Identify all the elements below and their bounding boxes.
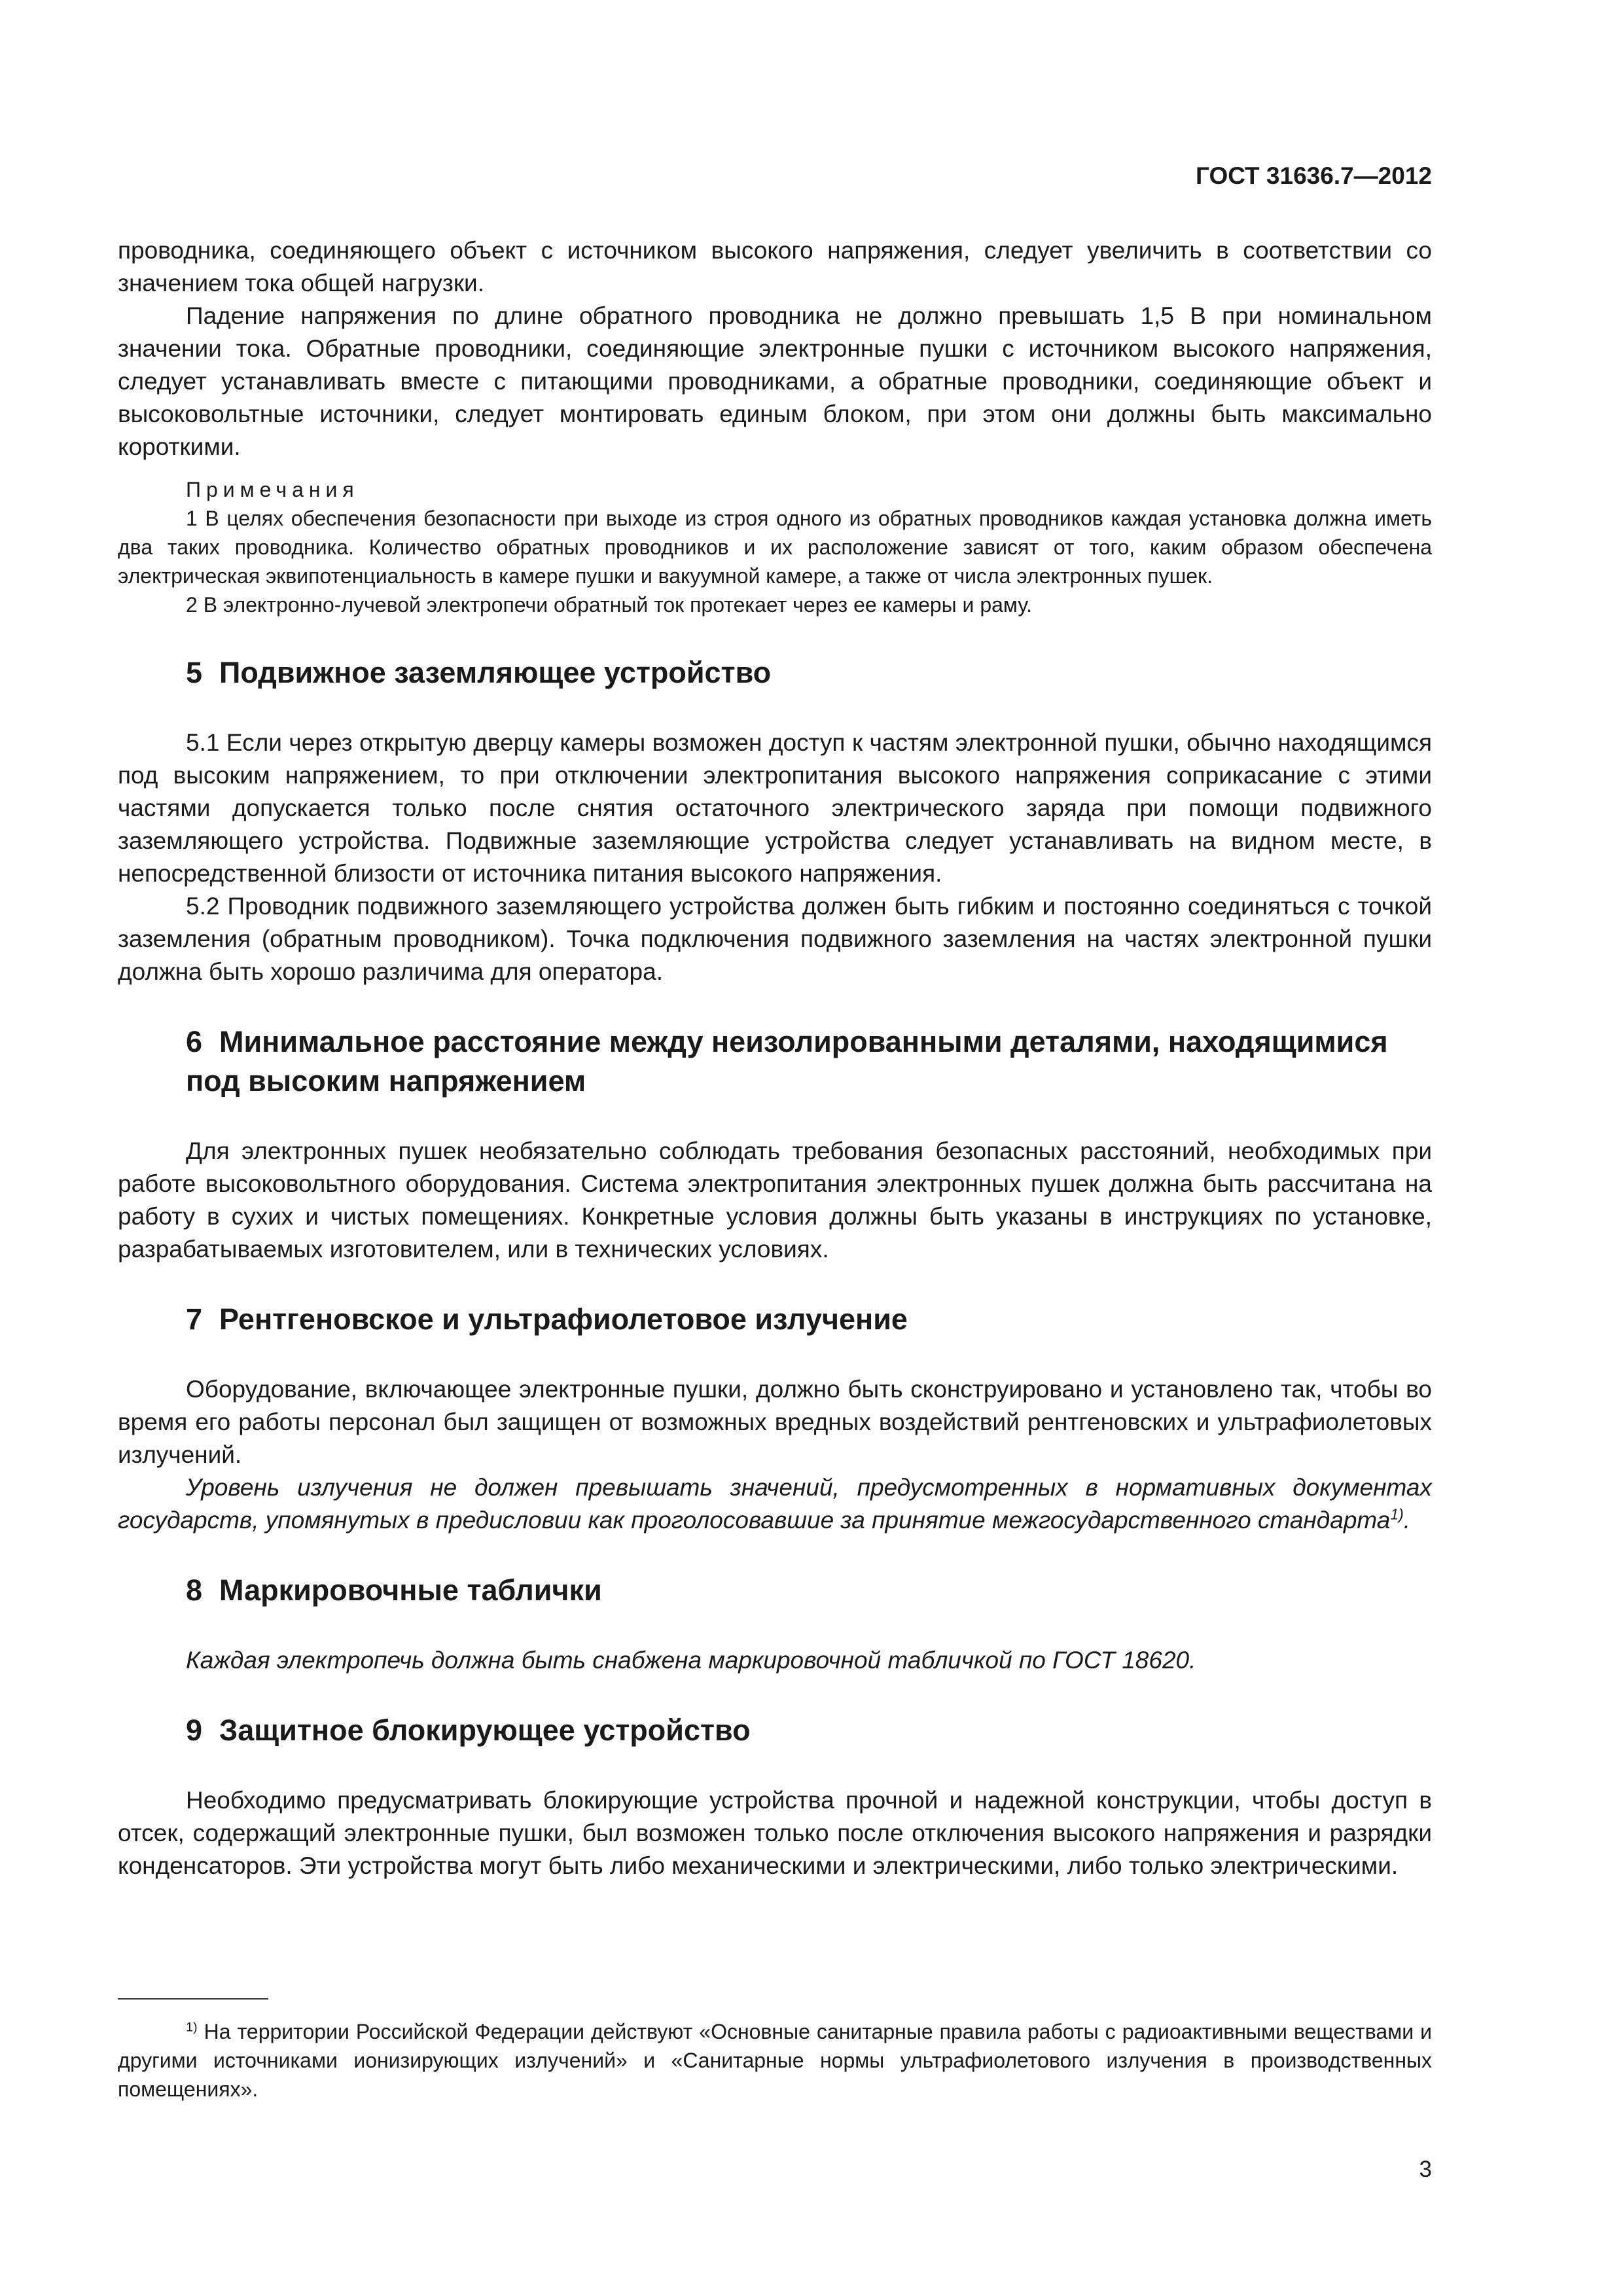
footnote-text: На территории Российской Федерации действуют «Основные санитарные правила работы с радиоактивными веществами и другими источниками ионизирующих излучений» и «Санитарные нормы ультрафиолетового излучения в производственных помещениях». [118, 2020, 1432, 2101]
section-6-paragraph-1: Для электронных пушек необязательно соблюдать требования безопасных расстояний, необходимых при работе высоковольтного оборудования. Система электропитания электронных пушек должна быть рассчитана на работу в сухих и чистых помещениях. Конкретные условия должны быть указаны в инструкциях по установке, разрабатываемых изготовителем, или в технических условиях. [118, 1138, 1432, 1263]
section-7-title: Рентгеновское и ультрафиолетовое излучение [219, 1302, 908, 1336]
section-9-paragraph-1: Необходимо предусматривать блокирующие устройства прочной и надежной конструкции, чтобы доступ в отсек, содержащий электронные пушки, был возможен только после отключения высокого напряжения и разрядки конденсаторов. Эти устройства могут быть либо механическими и электрическими, либо только электрическими. [118, 1787, 1432, 1879]
footnote-mark: 1) [186, 2020, 198, 2035]
footnote-reference: 1) [1390, 1505, 1404, 1523]
section-8-heading [118, 1571, 1432, 1610]
section-5-paragraph-1: 5.1 Если через открытую дверцу камеры возможен доступ к частям электронной пушки, обычно находящимся под высоким напряжением, то при отключении электропитания высокого напряжения соприкасание с этими частями допускается только после снятия остаточного электрического заряда при помощи подвижного заземляющего устройства. Подвижные заземляющие устройства следует устанавливать на видном месте, в непосредственной близости от источника питания высокого напряжения. [118, 729, 1432, 887]
section-8-paragraph-1: Каждая электропечь должна быть снабжена маркировочной табличкой по ГОСТ 18620. [186, 1647, 1196, 1674]
intro-paragraph-1: проводника, соединяющего объект с источником высокого напряжения, следует увеличить в соответствии со значением тока общей нагрузки. [118, 237, 1432, 296]
section-5-number: 5 [186, 656, 203, 689]
section-9-title: Защитное блокирующее устройство [219, 1713, 751, 1747]
section-6-heading [118, 1022, 1432, 1101]
section-7-paragraph-2 [118, 1471, 1432, 1537]
footnote [118, 2017, 1432, 2104]
section-8-title: Маркировочные таблички [219, 1573, 602, 1607]
intro-paragraph-2: Падение напряжения по длине обратного проводника не должно превышать 1,5 В при номинальном значении тока. Обратные проводники, соединяющие электронные пушки с источником высокого напряжения, следует устанавливать вместе с питающими проводниками, а обратные проводники, соединяющие объект и высоковольтные источники, следует монтировать единым блоком, при этом они должны быть максимально короткими. [118, 302, 1432, 460]
section-6 [118, 1022, 1432, 1266]
section-8-number: 8 [186, 1573, 203, 1607]
section-5-heading [118, 653, 1432, 692]
notes-block [118, 475, 1432, 619]
section-6-number: 6 [186, 1025, 203, 1058]
section-7 [118, 1300, 1432, 1537]
section-5-title: Подвижное заземляющее устройство [219, 656, 772, 689]
section-7-paragraph-2-end: . [1403, 1507, 1411, 1534]
notes-title: Примечания [186, 478, 359, 501]
section-7-number: 7 [186, 1302, 203, 1336]
section-9-number: 9 [186, 1713, 203, 1747]
section-5-paragraph-2: 5.2 Проводник подвижного заземляющего устройства должен быть гибким и постоянно соединяться с точкой заземления (обратным проводником). Точка подключения подвижного заземления на частях электронной пушки должна быть хорошо различима для оператора. [118, 893, 1432, 985]
document-code: ГОСТ 31636.7—2012 [1195, 162, 1432, 189]
section-7-heading [118, 1300, 1432, 1339]
section-9 [118, 1711, 1432, 1882]
section-5 [118, 653, 1432, 988]
section-8 [118, 1571, 1432, 1677]
note-1: 1 В целях обеспечения безопасности при выходе из строя одного из обратных проводников каждая установка должна иметь два таких проводника. Количество обратных проводников и их расположение зависят от того, каким образом обеспечена электрическая эквипотенциальность в камере пушки и вакуумной камере, а также от числа электронных пушек. [118, 507, 1432, 588]
page-content [118, 234, 1432, 1882]
section-7-paragraph-2-text: Уровень излучения не должен превышать значений, предусмотренных в нормативных документах государств, упомянутых в предисловии как проголосовавшие за принятие межгосударственного стандарта [118, 1474, 1432, 1534]
note-2: 2 В электронно-лучевой электропечи обратный ток протекает через ее камеры и раму. [186, 593, 1032, 617]
page-number: 3 [1419, 2157, 1432, 2182]
section-9-heading [118, 1711, 1432, 1750]
footnote-divider [118, 1998, 268, 2000]
section-7-paragraph-1: Оборудование, включающее электронные пушки, должно быть сконструировано и установлено так, чтобы во время его работы персонал был защищен от возможных вредных воздействий рентгеновских и ультрафиолетовых излучений. [118, 1376, 1432, 1468]
section-6-title: Минимальное расстояние между неизолированными деталями, находящимися под высоким напряжением [186, 1025, 1388, 1098]
